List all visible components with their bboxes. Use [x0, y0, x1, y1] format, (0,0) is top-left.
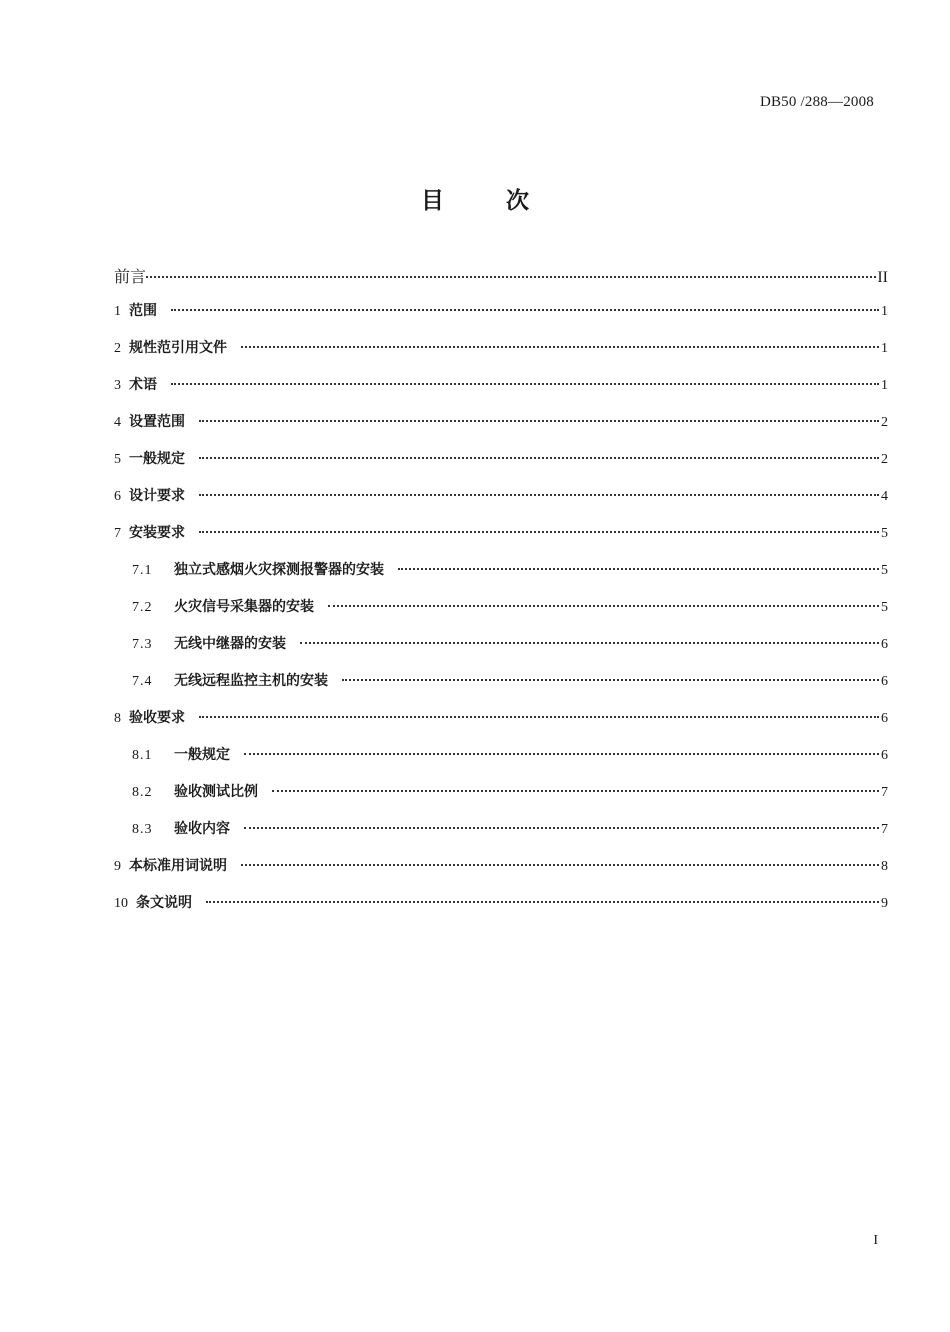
toc-entry-label: 一般规定	[174, 747, 230, 763]
toc-entry-label: 术语	[129, 377, 157, 393]
toc-entry-number: 5	[114, 452, 121, 467]
toc-entry-page: 9	[881, 896, 888, 911]
toc-entry[interactable]	[114, 300, 888, 337]
toc-entry-label: 验收测试比例	[174, 784, 258, 800]
toc-leader-dots	[199, 457, 879, 459]
toc-entry-number: 8.3	[132, 822, 153, 837]
toc-leader-dots	[398, 568, 879, 570]
toc-entry-label: 无线远程监控主机的安装	[174, 673, 328, 689]
table-of-contents	[114, 264, 888, 929]
toc-entry-number: 1	[114, 304, 121, 319]
toc-subentry[interactable]	[114, 670, 888, 707]
toc-subentry[interactable]	[114, 559, 888, 596]
toc-entry-label: 范围	[129, 303, 157, 319]
toc-entry-page: 7	[881, 822, 888, 837]
toc-subentry[interactable]	[114, 596, 888, 633]
toc-leader-dots	[199, 494, 879, 496]
toc-entry[interactable]	[114, 374, 888, 411]
toc-entry-label: 条文说明	[136, 895, 192, 911]
toc-entry-number: 10	[114, 896, 128, 911]
toc-entry-number: 7	[114, 526, 121, 541]
toc-entry-number: 7.2	[132, 600, 153, 615]
toc-entry-label: 设置范围	[129, 414, 185, 430]
toc-entry[interactable]	[114, 337, 888, 374]
toc-entry-preface[interactable]	[114, 264, 888, 300]
toc-entry-number: 8	[114, 711, 121, 726]
toc-entry-page: II	[877, 269, 888, 286]
toc-entry-page: 2	[881, 415, 888, 430]
toc-entry[interactable]	[114, 485, 888, 522]
toc-entry-label: 规性范引用文件	[129, 340, 227, 356]
toc-entry-number: 7.4	[132, 674, 153, 689]
toc-leader-dots	[328, 605, 879, 607]
toc-subentry[interactable]	[114, 818, 888, 855]
toc-entry-page: 6	[881, 674, 888, 689]
toc-leader-dots	[206, 901, 879, 903]
toc-leader-dots	[146, 276, 876, 278]
toc-subentry[interactable]	[114, 781, 888, 818]
toc-entry-page: 1	[881, 378, 888, 393]
toc-entry-number: 8.1	[132, 748, 153, 763]
toc-entry-page: 6	[881, 637, 888, 652]
toc-leader-dots	[199, 716, 879, 718]
toc-entry-page: 5	[881, 600, 888, 615]
toc-entry-number: 3	[114, 378, 121, 393]
toc-leader-dots	[199, 531, 879, 533]
toc-entry-page: 1	[881, 304, 888, 319]
toc-entry-label: 前言	[114, 267, 147, 286]
toc-leader-dots	[244, 827, 879, 829]
toc-entry-page: 7	[881, 785, 888, 800]
toc-leader-dots	[241, 346, 879, 348]
toc-leader-dots	[244, 753, 879, 755]
toc-entry-label: 无线中继器的安装	[174, 636, 286, 652]
toc-entry[interactable]	[114, 411, 888, 448]
toc-entry-label: 设计要求	[129, 488, 185, 504]
toc-entry[interactable]	[114, 522, 888, 559]
toc-entry-number: 7.1	[132, 563, 153, 578]
toc-entry[interactable]	[114, 707, 888, 744]
page-number: I	[873, 1233, 878, 1248]
toc-entry-number: 8.2	[132, 785, 153, 800]
toc-entry-label: 独立式感烟火灾探测报警器的安装	[174, 562, 384, 578]
toc-entry-number: 4	[114, 415, 121, 430]
toc-entry-number: 7.3	[132, 637, 153, 652]
toc-entry[interactable]	[114, 448, 888, 485]
document-code: DB50 /288—2008	[759, 94, 874, 110]
toc-entry-label: 火灾信号采集器的安装	[174, 599, 314, 615]
toc-entry-page: 2	[881, 452, 888, 467]
toc-entry-page: 8	[881, 859, 888, 874]
toc-leader-dots	[300, 642, 879, 644]
toc-leader-dots	[171, 309, 879, 311]
toc-subentry[interactable]	[114, 744, 888, 781]
toc-leader-dots	[199, 420, 879, 422]
toc-entry-label: 安装要求	[129, 525, 185, 541]
toc-entry-page: 5	[881, 563, 888, 578]
toc-leader-dots	[342, 679, 879, 681]
toc-subentry[interactable]	[114, 633, 888, 670]
toc-entry-number: 6	[114, 489, 121, 504]
toc-entry-page: 5	[881, 526, 888, 541]
toc-entry-number: 9	[114, 859, 121, 874]
toc-entry[interactable]	[114, 892, 888, 929]
toc-entry-page: 6	[881, 748, 888, 763]
toc-leader-dots	[272, 790, 879, 792]
toc-entry-label: 验收内容	[174, 821, 230, 837]
toc-entry-number: 2	[114, 341, 121, 356]
toc-entry-page: 4	[881, 489, 888, 504]
toc-entry-label: 本标准用词说明	[129, 858, 227, 874]
toc-entry-page: 6	[881, 711, 888, 726]
toc-entry[interactable]	[114, 855, 888, 892]
toc-entry-page: 1	[881, 341, 888, 356]
toc-leader-dots	[171, 383, 879, 385]
page-title: 目次	[421, 188, 591, 214]
toc-leader-dots	[241, 864, 879, 866]
toc-entry-label: 一般规定	[129, 451, 185, 467]
toc-entry-label: 验收要求	[129, 710, 185, 726]
